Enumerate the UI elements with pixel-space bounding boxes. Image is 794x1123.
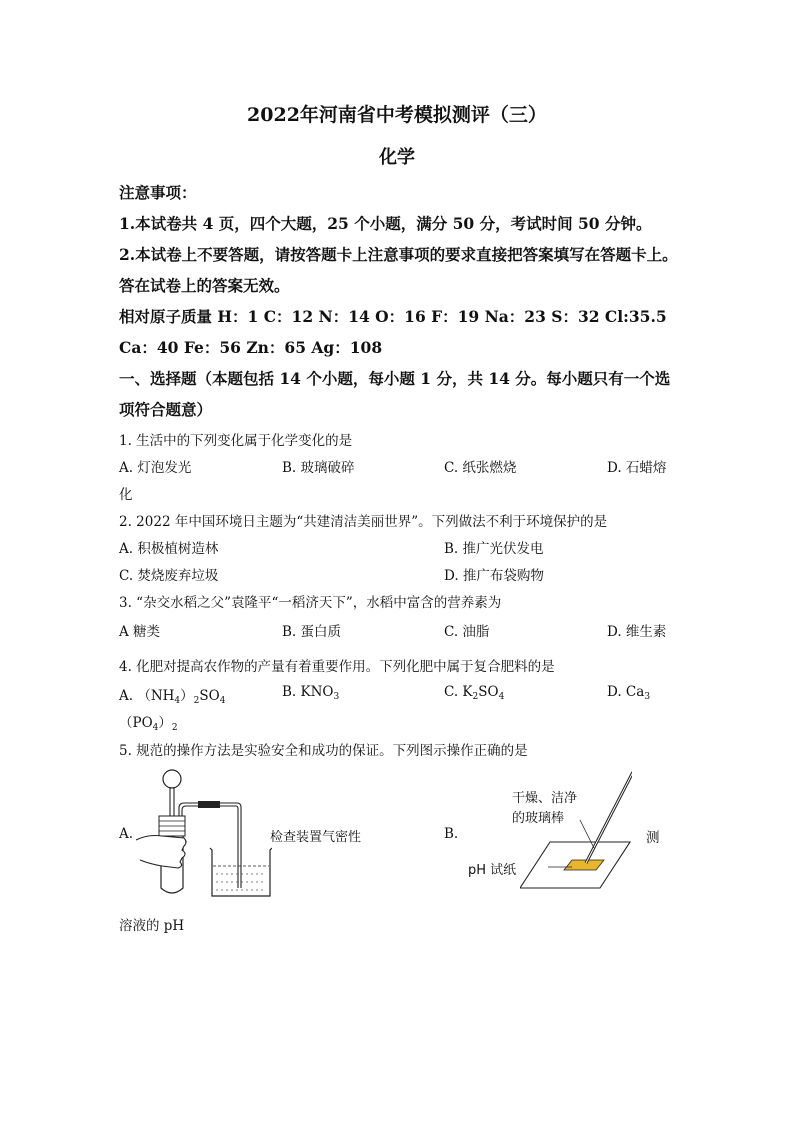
notice-item-2b: 答在试卷上的答案无效。 <box>119 276 290 295</box>
q4-a-part: A. （NH <box>119 688 175 704</box>
q3-option-b: B. 蛋白质 <box>282 624 342 640</box>
q3-stem: 3. “杂交水稻之父”袁隆平“一稻济天下”，水稻中富含的营养素为 <box>119 595 502 611</box>
atomic-masses-1: 相对原子质量 H：1 C：12 N：14 O：16 F：19 Na：23 S：32 Cl:35.5 <box>119 307 667 326</box>
q4-a-part: SO <box>199 688 220 704</box>
delivery-tube <box>220 806 238 888</box>
ph-paper-label: pH 试纸 <box>468 863 517 878</box>
q4-option-c <box>444 684 504 702</box>
section1-heading-1: 一、选择题（本题包括 14 个小题，每小题 1 分，共 14 分。每小题只有一个选 <box>119 369 671 388</box>
q3-option-c: C. 油脂 <box>444 624 490 640</box>
notice-item-2a: 2.本试卷上不要答题，请按答题卡上注意事项的要求直接把答案填写在答题卡上。 <box>119 245 678 264</box>
q4-b-sub: 3 <box>333 692 340 702</box>
subject-title: 化学 <box>379 147 415 168</box>
q2-option-d: D. 推广布袋购物 <box>444 568 544 584</box>
q4-b-part: B. KNO <box>282 684 334 700</box>
rubber-connector <box>198 801 220 808</box>
q4-d-sub: 2 <box>171 723 178 733</box>
q4-c-sub: 4 <box>498 692 505 702</box>
notice-heading: 注意事项： <box>119 183 197 202</box>
q4-c-sub: 2 <box>472 692 479 702</box>
q3-option-a: A 糖类 <box>119 624 161 640</box>
hand <box>136 836 186 869</box>
q4-d-sub: 3 <box>644 692 651 702</box>
q1-option-d-wrap: 化 <box>119 487 133 503</box>
q4-d-sub: 4 <box>152 723 159 733</box>
q2-option-a: A. 积极植树造林 <box>119 541 219 557</box>
q4-a-sub: 4 <box>219 696 226 706</box>
q5-option-b-wrap: 溶液的 pH <box>119 918 185 934</box>
q4-option-b <box>282 684 339 702</box>
q1-stem: 1. 生活中的下列变化属于化学变化的是 <box>119 433 353 449</box>
q2-stem: 2. 2022 年中国环境日主题为“共建清洁美丽世界”。下列做法不利于环境保护的是 <box>119 514 608 530</box>
q4-a-sub: 2 <box>193 696 200 706</box>
q5-option-b-text: 测 <box>646 830 660 846</box>
q4-a-sub: 4 <box>174 696 181 706</box>
funnel-bulb <box>163 770 181 788</box>
q1-option-a: A. 灯泡发光 <box>119 460 192 476</box>
q1-option-d: D. 石蜡熔 <box>607 460 667 476</box>
q4-c-part: SO <box>478 684 499 700</box>
q4-d-part: ） <box>158 715 172 731</box>
atomic-masses-2: Ca：40 Fe：56 Zn：65 Ag：108 <box>119 338 383 357</box>
q4-d-part: D. Ca <box>607 684 645 700</box>
delivery-tube <box>182 806 198 816</box>
section1-heading-2: 项符合题意） <box>119 400 213 419</box>
glass-rod-label-2: 的玻璃棒 <box>512 811 565 826</box>
exam-title: 2022年河南省中考模拟测评（三） <box>247 104 547 126</box>
q3-option-d: D. 维生素 <box>607 624 667 640</box>
airtightness-check-figure <box>136 766 272 900</box>
q4-option-d-wrap <box>119 711 178 733</box>
glass-rod-label-1: 干燥、洁净 <box>512 791 578 806</box>
q5-option-a-text: 检查装置气密性 <box>270 830 362 845</box>
q4-c-part: C. K <box>444 684 473 700</box>
q2-option-c: C. 焚烧废弃垃圾 <box>119 568 219 584</box>
q4-option-d <box>607 684 650 702</box>
q5-stem: 5. 规范的操作方法是实验安全和成功的保证。下列图示操作正确的是 <box>119 743 528 759</box>
notice-item-1: 1.本试卷共 4 页，四个大题，25 个小题，满分 50 分，考试时间 50 分钟。 <box>119 214 652 233</box>
q5-option-b-letter: B. <box>444 826 459 842</box>
q5-option-a-letter: A. <box>119 826 134 842</box>
q1-option-b: B. 玻璃破碎 <box>282 460 355 476</box>
q4-option-a <box>119 684 225 706</box>
q1-option-c: C. 纸张燃烧 <box>444 460 517 476</box>
q4-a-part: ） <box>180 688 194 704</box>
q4-stem: 4. 化肥对提高农作物的产量有着重要作用。下列化肥中属于复合肥料的是 <box>119 659 555 675</box>
q2-option-b: B. 推广光伏发电 <box>444 541 544 557</box>
q4-d-part: （PO <box>119 715 153 731</box>
